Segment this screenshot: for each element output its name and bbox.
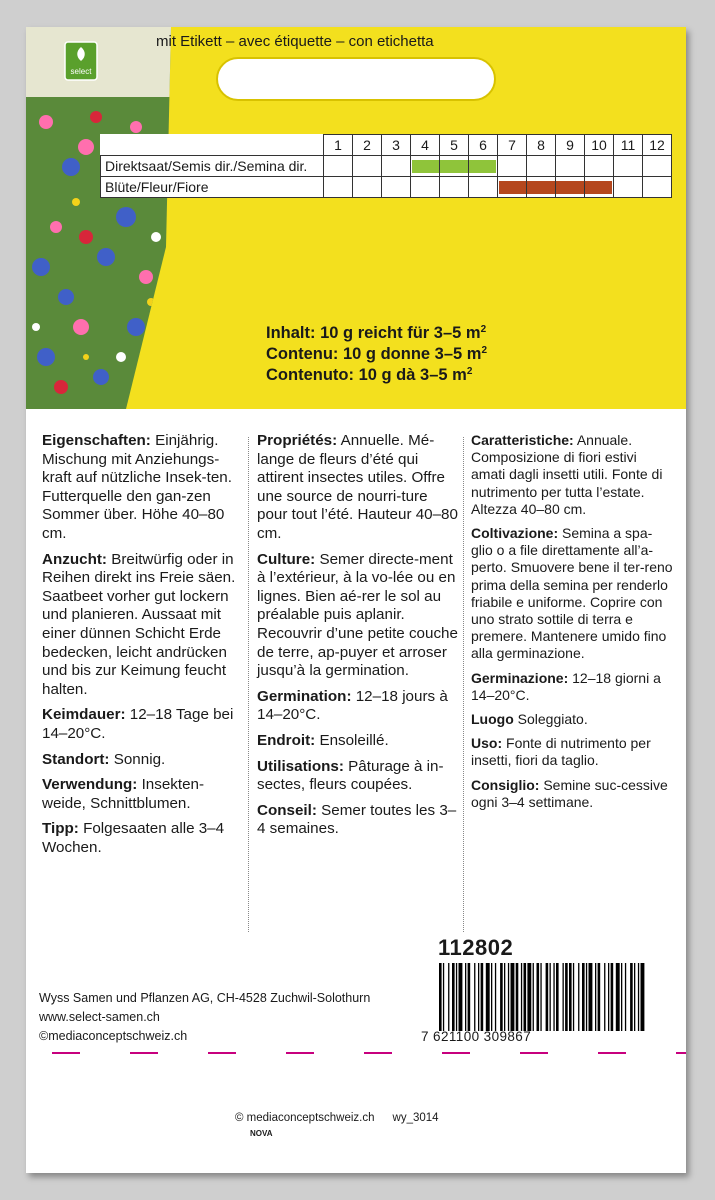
instruction-text: Pâturage à in-sectes, fleurs coupées.	[257, 757, 444, 794]
instruction-paragraph	[471, 711, 674, 728]
instruction-heading: Tipp:	[42, 820, 79, 838]
instruction-heading: Keimdauer:	[42, 706, 126, 724]
calendar-period-bar	[555, 181, 585, 194]
instruction-text: 12–18 jours à 14–20°C.	[257, 687, 448, 724]
company-info	[39, 989, 370, 1046]
instruction-paragraph	[471, 670, 674, 704]
company-copyright: ©mediaconceptschweiz.ch	[39, 1029, 188, 1043]
footer-copyright: © mediaconceptschweiz.ch	[235, 1112, 375, 1124]
instruction-paragraph	[257, 551, 459, 681]
calendar-row-bloom	[101, 177, 672, 198]
barcode-number: 7 621100 309867	[421, 1029, 532, 1044]
instruction-text: Semer directe-ment à l’extérieur, à la vo-lée ou en lignes. Bien aé-rer le sol au préalable puis aplanir. Recouvrir d’une petite couche de terre, ap-puyer et arroser jusqu’à la germination.	[257, 550, 458, 680]
content-line-it: Contenuto: 10 g dà 3–5 $m^2$	[266, 366, 473, 384]
instruction-heading: Germinazione:	[471, 669, 569, 686]
article-number: 112802	[438, 935, 514, 960]
instruction-paragraph	[257, 732, 459, 751]
printer-mark: NOVA	[250, 1129, 273, 1138]
select-logo	[64, 41, 98, 81]
sowing-calendar	[100, 134, 672, 198]
instruction-paragraph	[471, 777, 674, 811]
calendar-period-bar	[412, 160, 440, 173]
month-2: 2	[353, 135, 382, 156]
instruction-text: 12–18 giorni a 14–20°C.	[471, 669, 661, 703]
content-info	[266, 321, 487, 384]
instruction-paragraph	[42, 432, 242, 544]
instruction-paragraph	[471, 525, 674, 663]
instruction-heading: Uso:	[471, 735, 503, 752]
yellow-header-panel	[26, 27, 686, 409]
month-10: 10	[585, 135, 614, 156]
instruction-paragraph	[257, 758, 459, 795]
footer	[235, 1112, 439, 1124]
instruction-heading: Propriétés:	[257, 432, 338, 449]
instruction-text: Ensoleillé.	[315, 731, 389, 749]
instruction-heading: Utilisations:	[257, 757, 344, 775]
month-8: 8	[527, 135, 556, 156]
instruction-heading: Endroit:	[257, 731, 316, 749]
dashed-cut-line	[26, 1052, 686, 1054]
content-line-de: Inhalt: 10 g reicht für 3–5 $m^2$	[266, 324, 487, 342]
instruction-text: Semer toutes les 3–4 semaines.	[257, 801, 457, 838]
instruction-heading: Eigenschaften:	[42, 432, 151, 449]
instruction-heading: Standort:	[42, 750, 110, 768]
svg-text:select: select	[70, 67, 92, 76]
instruction-text: Einjährig. Mischung mit Anziehungs-kraft auf nützliche Insek-ten. Futterquelle den gan-zen Sommer über. Höhe 40–80 cm.	[42, 432, 232, 542]
instruction-text: Folgesaaten alle 3–4 Wochen.	[42, 820, 225, 856]
company-website: www.select-samen.ch	[39, 1010, 160, 1024]
instruction-paragraph	[42, 776, 242, 813]
month-1: 1	[324, 135, 353, 156]
instruction-heading: Anzucht:	[42, 550, 107, 568]
flower-image	[26, 27, 186, 409]
calendar-row-label: Direktsaat/Semis dir./Semina dir.	[101, 156, 324, 177]
italian-instructions	[471, 432, 674, 818]
content-line-fr: Contenu: 10 g donne 3–5 $m^2$	[266, 345, 488, 363]
calendar-month-row	[101, 135, 672, 156]
instruction-text: Insekten-weide, Schnittblumen.	[42, 776, 205, 812]
instruction-text: Annuale. Composizione di fiori estivi amati dagli insetti utili. Fonte di nutrimento per tutta l’estate. Altezza 40–80 cm.	[471, 432, 663, 517]
instruction-paragraph	[471, 735, 674, 769]
calendar-period-bar	[526, 181, 556, 194]
calendar-period-bar	[439, 160, 469, 173]
calendar-row-label: Blüte/Fleur/Fiore	[101, 177, 324, 198]
label-note: mit Etikett – avec étiquette – con etichetta	[156, 33, 434, 50]
column-divider	[248, 437, 249, 932]
instruction-text: Annuelle. Mé-lange de fleurs d’été qui attirent insectes utiles. Offre une source de nourri-ture pour tout l’été. Hauteur 40–80 cm.	[257, 432, 458, 542]
german-instructions	[42, 432, 242, 864]
calendar-row-sowing	[101, 156, 672, 177]
instruction-text: Fonte di nutrimento per insetti, fiori da taglio.	[471, 735, 651, 769]
instruction-paragraph	[42, 820, 242, 857]
instruction-heading: Germination:	[257, 687, 352, 705]
instruction-paragraph	[257, 688, 459, 725]
instruction-heading: Caratteristiche:	[471, 432, 574, 448]
company-address: Wyss Samen und Pflanzen AG, CH-4528 Zuchwil-Solothurn	[39, 991, 371, 1005]
month-9: 9	[556, 135, 585, 156]
column-divider	[463, 437, 464, 932]
instruction-text: Breitwürfig oder in Reihen direkt ins Freie säen. Saatbeet vorher gut lockern und planieren. Aussaat mit einer dünnen Schicht Erde bedecken, leicht andrücken und bis zur Keimung feucht halten.	[42, 550, 236, 698]
calendar-period-bar	[499, 181, 527, 194]
instruction-heading: Consiglio:	[471, 776, 540, 793]
instruction-paragraph	[42, 751, 242, 770]
footer-code: wy_3014	[392, 1112, 439, 1124]
month-3: 3	[382, 135, 411, 156]
instruction-heading: Conseil:	[257, 801, 317, 819]
instruction-heading: Verwendung:	[42, 776, 138, 794]
month-11: 11	[614, 135, 643, 156]
instruction-text: Semina a spa-glio o a file direttamente all’a-perto. Smuovere bene il ter-reno prima della semina per renderlo friabile e uniforme. Coprire con uno strato sottile di terra e premere. Mantenere umido fino alla germinazione.	[471, 525, 673, 662]
month-5: 5	[440, 135, 469, 156]
instruction-heading: Luogo	[471, 711, 514, 728]
instruction-text: Semine suc-cessive ogni 3–4 settimane.	[471, 776, 668, 810]
instruction-text: Soleggiato.	[513, 711, 588, 728]
barcode	[437, 963, 649, 1033]
instruction-text: Sonnig.	[109, 750, 166, 768]
instruction-heading: Culture:	[257, 550, 316, 568]
calendar-period-bar	[468, 160, 496, 173]
instruction-heading: Coltivazione:	[471, 525, 559, 542]
instruction-paragraph	[257, 802, 459, 839]
hang-slot	[216, 57, 496, 101]
month-6: 6	[469, 135, 498, 156]
month-12: 12	[643, 135, 672, 156]
month-4: 4	[411, 135, 440, 156]
instruction-paragraph	[42, 551, 242, 700]
calendar-period-bar	[584, 181, 612, 194]
seed-packet-back	[26, 27, 686, 1173]
instruction-paragraph	[257, 432, 459, 544]
instruction-paragraph	[42, 706, 242, 743]
instruction-paragraph	[471, 432, 674, 518]
instruction-text: 12–18 Tage bei 14–20°C.	[42, 706, 234, 742]
french-instructions	[257, 432, 459, 846]
month-7: 7	[498, 135, 527, 156]
